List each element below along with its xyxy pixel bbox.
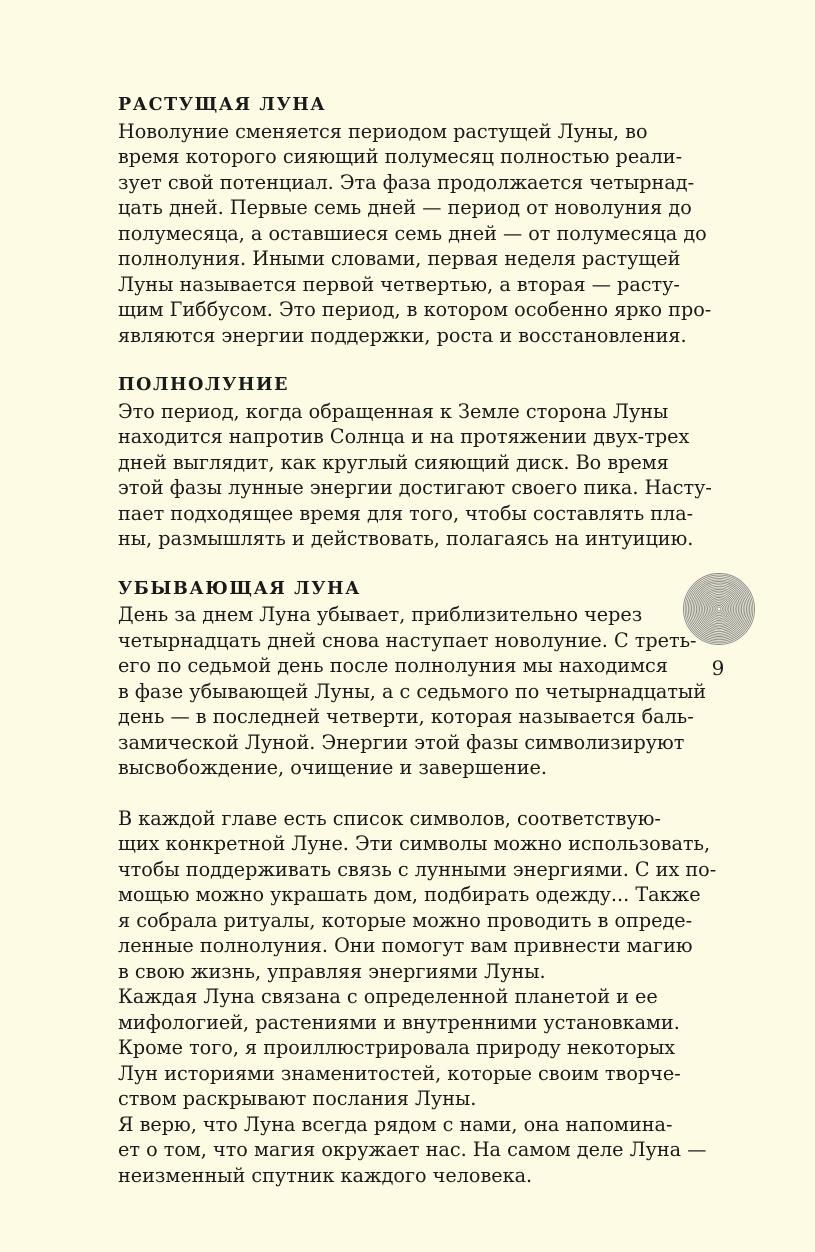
text-line: я собрала ритуалы, которые можно проводить в опреде- <box>118 908 693 932</box>
text-line: Это период, когда обращенная к Земле сторона Луны <box>118 399 669 423</box>
text-line: полнолуния. Иными словами, первая неделя растущей <box>118 247 681 270</box>
text-line: Кроме того, я проиллюстрировала природу некоторых <box>118 1036 676 1059</box>
paragraph-planets <box>118 984 681 1112</box>
text-line: замической Луной. Энергии этой фазы символизируют <box>118 730 685 754</box>
section-heading: РАСТУЩАЯ ЛУНА <box>118 95 327 115</box>
section-waning-moon <box>118 577 707 781</box>
text-line: В каждой главе есть список символов, соответствую- <box>118 806 661 830</box>
text-line: щим Гиббусом. Это период, в котором особенно ярко про- <box>118 298 712 321</box>
text-line: щих конкретной Луне. Эти символы можно использовать, <box>118 832 711 855</box>
text-line: день — в последней четверти, которая называется баль- <box>118 705 694 728</box>
page-text <box>118 93 717 1188</box>
text-line: являются энергии поддержки, роста и восстановления. <box>118 323 687 347</box>
moon-ring <box>685 575 753 643</box>
text-line: в свою жизнь, управляя энергиями Луны. <box>118 959 546 983</box>
text-line: его по седьмой день после полнолуния мы находимся <box>118 654 668 677</box>
text-line: время которого сияющий полумесяц полностью реали- <box>118 145 683 168</box>
text-line: День за днем Луна убывает, приблизительно через <box>118 603 643 626</box>
text-line: Лун историями знаменитостей, которые своим творче- <box>118 1061 681 1085</box>
text-line: Я верю, что Луна всегда рядом с нами, она напомина- <box>118 1112 673 1136</box>
text-line: полумесяца, а оставшиеся семь дней — от полумесяца до <box>118 221 707 245</box>
text-line: мифологией, растениями и внутренними установками. <box>118 1010 680 1034</box>
text-line: находится напротив Солнца и на протяжении двух-трех <box>118 425 690 448</box>
paragraph-symbols <box>118 806 717 985</box>
text-line: высвобождение, очищение и завершение. <box>118 756 547 779</box>
text-line: мощью можно украшать дом, подбирать одежду... Также <box>118 883 701 906</box>
text-line: четырнадцать дней снова наступает новолуние. С треть- <box>118 628 697 652</box>
section-heading: ПОЛНОЛУНИЕ <box>118 375 290 395</box>
moon-ring <box>690 580 748 638</box>
moon-ring <box>711 601 728 618</box>
text-line: ет о том, что магия окружает нас. На самом деле Луна — <box>118 1138 707 1161</box>
text-line: зует свой потенциал. Эта фаза продолжается четырнад- <box>118 170 695 194</box>
text-line: Новолуние сменяется периодом растущей Луны, во <box>118 119 648 143</box>
moon-ring <box>700 590 739 629</box>
moon-ring <box>684 574 755 645</box>
moon-ring <box>717 607 721 611</box>
text-line: ны, размышлять и действовать, полагаясь на интуицию. <box>118 527 694 550</box>
text-line: этой фазы лунные энергии достигают своего пика. Насту- <box>118 476 712 499</box>
text-line: чтобы поддерживать связь с лунными энергиями. С их по- <box>118 857 717 881</box>
text-line: пает подходящее время для того, чтобы составлять пла- <box>118 501 694 525</box>
text-line: неизменный спутник каждого человека. <box>118 1163 533 1187</box>
section-heading: УБЫВАЮЩАЯ ЛУНА <box>118 578 362 599</box>
text-line: в фазе убывающей Луны, а с седьмого по четырнадцатый <box>118 679 707 703</box>
text-line: ленные полнолуния. Они помогут вам привнести магию <box>118 934 693 957</box>
section-full-moon <box>118 373 712 552</box>
page-number: 9 <box>711 656 725 680</box>
moon-ring <box>701 591 737 627</box>
text-line: цать дней. Первые семь дней — период от новолуния до <box>118 196 692 219</box>
text-line: дней выглядит, как круглый сияющий диск. Во время <box>118 450 669 474</box>
text-line: Каждая Луна связана с определенной планетой и ее <box>118 985 658 1008</box>
text-line: Луны называется первой четвертью, а вторая — расту- <box>118 272 680 296</box>
section-waxing-moon <box>118 93 712 348</box>
moon-ring <box>716 606 723 613</box>
moon-ring <box>706 596 732 622</box>
text-line: ством раскрывают послания Луны. <box>118 1087 477 1110</box>
moon-concentric-circles-icon <box>683 573 755 645</box>
paragraph-belief <box>118 1112 707 1189</box>
moon-ring <box>695 585 744 634</box>
